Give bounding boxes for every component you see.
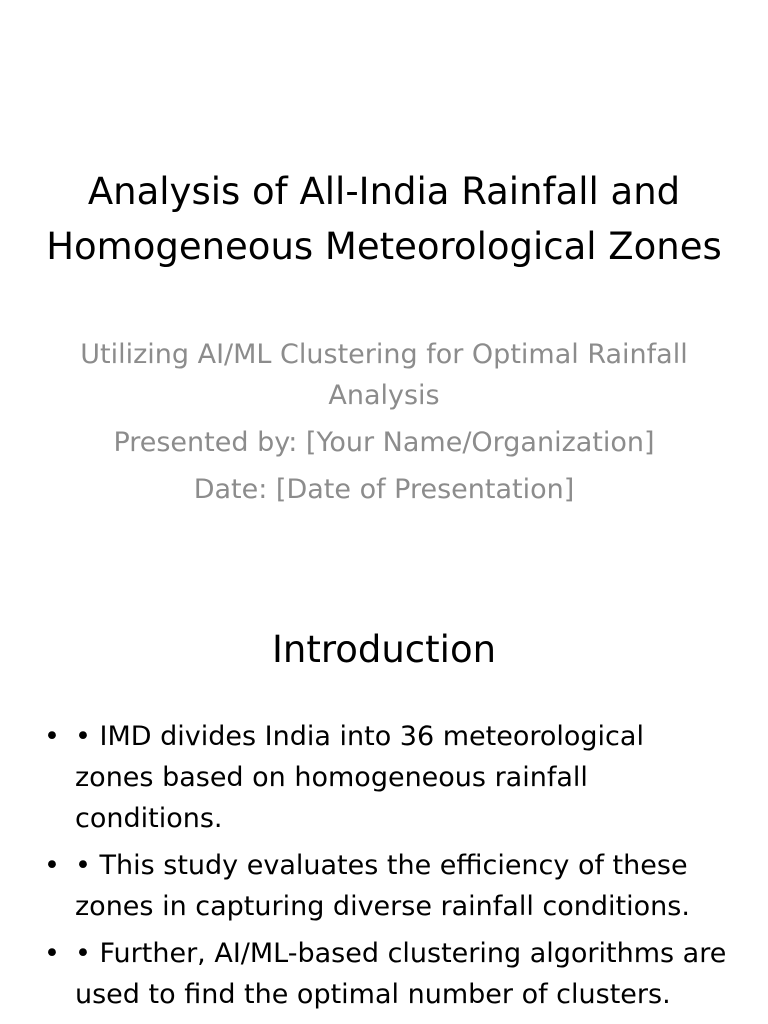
bullet-icon: • [44, 938, 60, 969]
presenter-line: Presented by: [Your Name/Organization] [113, 427, 655, 458]
list-item [40, 933, 730, 1015]
list-item [40, 716, 730, 839]
bullet-list [40, 716, 730, 1021]
slide-subtitle [80, 334, 688, 516]
list-item [40, 845, 730, 927]
bullet-text: • This study evaluates the efficiency of these zones in capturing diverse rainfall conditions. [75, 850, 690, 922]
date-line: Date: [Date of Presentation] [193, 474, 575, 505]
bullet-text: • IMD divides India into 36 meteorological zones based on homogeneous rainfall conditions. [75, 721, 644, 834]
section-title: Introduction [271, 628, 497, 671]
bullet-icon: • [44, 721, 60, 752]
bullet-text: • Further, AI/ML-based clustering algorithms are used to find the optimal number of clusters. [75, 938, 727, 1010]
bullet-icon: • [44, 850, 60, 881]
subtitle-line: Utilizing AI/ML Clustering for Optimal Rainfall Analysis [80, 339, 688, 411]
slide-title: Analysis of All-India Rainfall and Homogeneous Meteorological Zones [46, 170, 722, 268]
